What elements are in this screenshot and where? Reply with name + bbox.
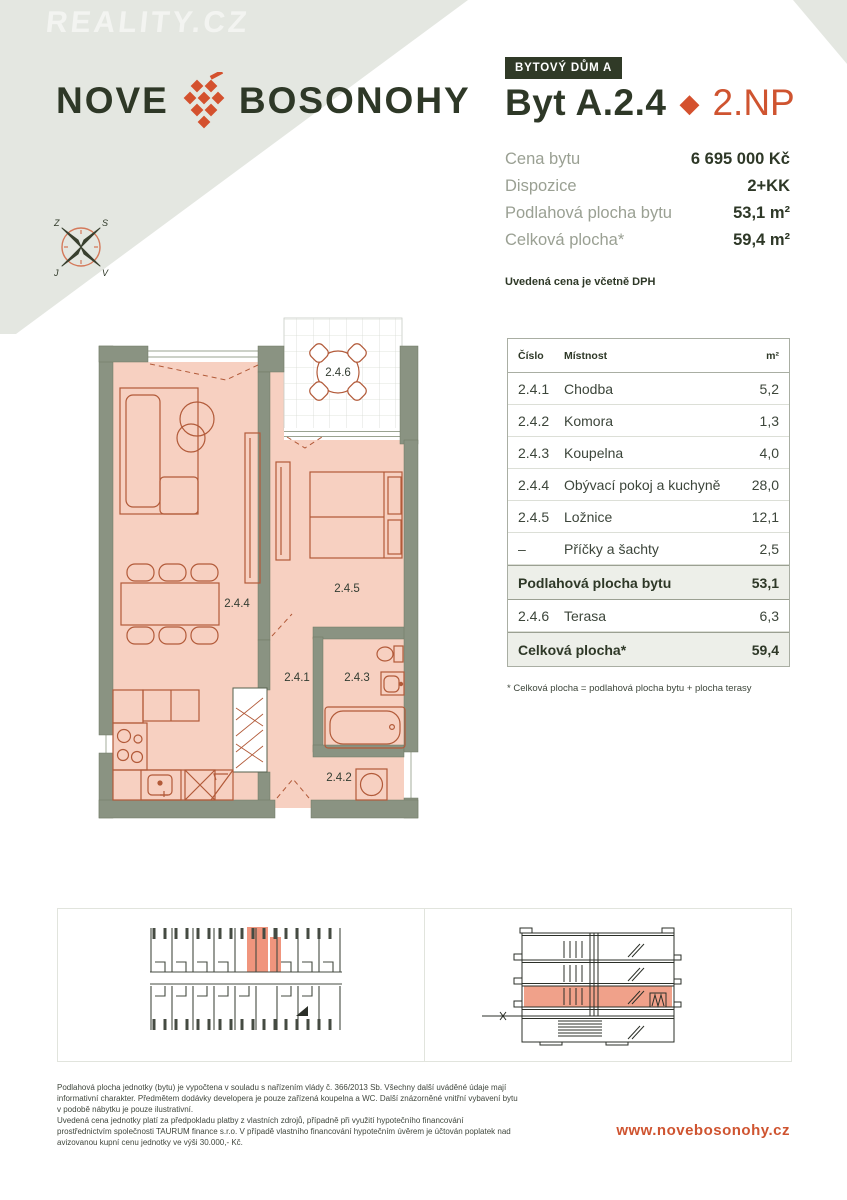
svg-text:Z: Z (54, 218, 60, 228)
floor-label: 2.NP (712, 82, 795, 123)
table-row: 2.4.5 Ložnice 12,1 (508, 501, 789, 533)
room-table (507, 338, 790, 667)
table-row: 2.4.4 Obývací pokoj a kuchyně 28,0 (508, 469, 789, 501)
summary-row (505, 231, 790, 258)
table-row: 2.4.2 Komora 1,3 (508, 405, 789, 437)
logo (56, 72, 471, 130)
compass-rose-icon (46, 214, 116, 280)
key-plan-cell (58, 909, 425, 1061)
table-row: 2.4.1 Chodba 5,2 (508, 373, 789, 405)
label-terrace: 2.4.6 (325, 367, 351, 379)
total-row: Celková plocha* 59,4 (508, 632, 789, 666)
logo-diamond-cluster-icon (179, 72, 229, 130)
label-bath: 2.4.3 (344, 672, 370, 684)
key-plan (146, 924, 346, 1034)
summary-label: Podlahová plocha bytu (505, 204, 672, 222)
logo-word-bosonohy: BOSONOHY (238, 80, 471, 121)
summary-label: Dispozice (505, 177, 577, 195)
table-header (508, 339, 789, 373)
website-link[interactable]: www.novebosonohy.cz (616, 1122, 790, 1139)
building-badge: BYTOVÝ DŮM A (505, 57, 622, 79)
summary-value: 6 695 000 Kč (690, 150, 790, 168)
svg-text:S: S (102, 218, 109, 228)
terrace-row: 2.4.6 Terasa 6,3 (508, 600, 789, 632)
summary-label: Celková plocha* (505, 231, 625, 249)
summary-row (505, 204, 790, 231)
building-section (480, 917, 690, 1052)
summary-value: 53,1 m² (733, 204, 790, 222)
watermark: REALITY.CZ (44, 6, 252, 39)
page-title (505, 82, 795, 124)
summary-value: 59,4 m² (733, 231, 790, 249)
label-living: 2.4.4 (224, 598, 250, 610)
floor-plan (88, 312, 450, 862)
label-storage: 2.4.2 (326, 772, 352, 784)
summary-row (505, 177, 790, 204)
bottom-panels (57, 908, 792, 1062)
label-hall: 2.4.1 (284, 672, 310, 684)
summary-row (505, 150, 790, 177)
table-footnote: * Celková plocha = podlahová plocha bytu + plocha terasy (507, 683, 752, 694)
label-bedroom: 2.4.5 (334, 583, 360, 595)
logo-word-nove: NOVE (56, 80, 169, 121)
svg-text:V: V (102, 268, 109, 278)
col-room: Místnost (564, 349, 608, 362)
svg-text:J: J (54, 268, 59, 278)
legal-text: Podlahová plocha jednotky (bytu) je vypočtena v souladu s nařízením vlády č. 366/2013 Sb. Všechny další uváděné údaje mají informativní charakter. Předmětem dodávky developera je pouze zařízená koupelna a WC. Další znázorněné vnitřní vybavení bytu v podobě nábytku je pouze ilustrativní. Uvedená cena jednotky platí za předpokladu platby z vlastních zdrojů, případně při využití hypotečního financování prostřednictvím společnosti TAURUM finance s.r.o. V případě vlastního financování hypotečním úvěrem je účtován poplatek nad avizovanou kupní cenu jednotky ve výši 30.000,- Kč. (57, 1083, 518, 1148)
section-cell (425, 909, 791, 1061)
shaft (233, 688, 267, 772)
col-area: m² (766, 349, 779, 362)
unit-name: Byt A.2.4 (505, 82, 667, 123)
diamond-icon: ◆ (679, 88, 700, 118)
summary-value: 2+KK (747, 177, 790, 195)
table-row: 2.4.3 Koupelna 4,0 (508, 437, 789, 469)
table-row: – Příčky a šachty 2,5 (508, 533, 789, 565)
summary-label: Cena bytu (505, 150, 581, 168)
summary-list (505, 150, 790, 258)
corner-band (793, 0, 847, 64)
subtotal-row: Podlahová plocha bytu 53,1 (508, 565, 789, 600)
col-number: Číslo (518, 349, 544, 362)
vat-note: Uvedená cena je včetně DPH (505, 276, 656, 288)
